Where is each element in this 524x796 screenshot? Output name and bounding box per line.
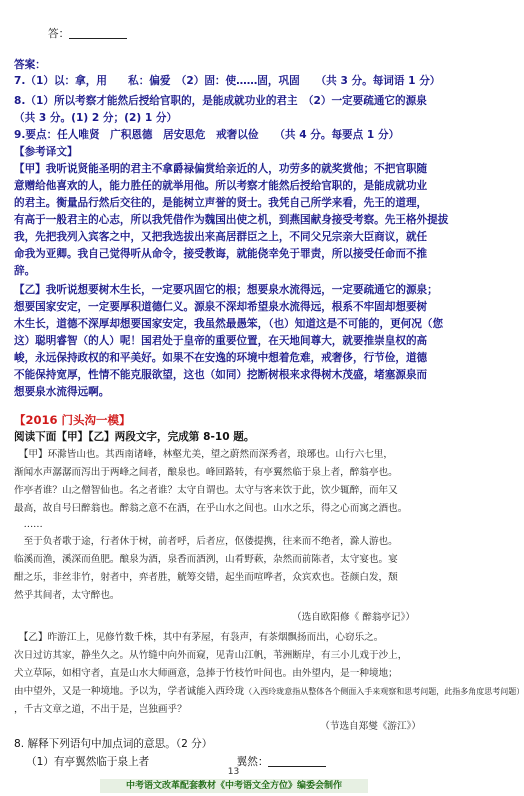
- passage-jia-line: 渐闻水声潺潺而泻出于两峰之间者，酿泉也。峰回路转，有亭翼然临于泉上者，醉翁亭也。: [14, 467, 398, 478]
- passage-jia-line: 至于负者歌于途，行者休于树，前者呼，后者应，伛偻提携，往来而不绝者，滁人游也。: [14, 536, 398, 547]
- passage-ellipsis: ……: [14, 519, 43, 530]
- question-8-1-text: （1）有亭翼然临于泉上者: [26, 756, 150, 768]
- passage-jia-line: 【甲】环滁皆山也。其西南诸峰，林壑尤美，望之蔚然而深秀者，琅琊也。山行六七里，: [14, 449, 393, 460]
- publisher-footer: 中考语文改革配套教材《中考语文全方位》编委会制作: [100, 779, 368, 793]
- translation-jia-line: 命我为亚卿。我自己觉得听从命令，接受教诲，就能侥幸免于罪责，所以接受任命而不推: [14, 248, 428, 260]
- translation-yi-line: 峻，永远保持政权的和平美好。如果不在安逸的环境中想着危难，戒奢侈，行节俭，道德: [14, 352, 428, 364]
- passage-yi-text: 由中望外，又是一种境地。予以为，学者诚能入西玲珑: [14, 686, 245, 697]
- translation-yi-line: 想要国家安定，一定要厚积道德仁义。源泉不深却希望泉水流得远，根系不牢固却想要树: [14, 301, 428, 313]
- translation-jia-line: 【甲】我听说贤能圣明的君主不拿爵禄偏赏给亲近的人，功劳多的就奖赏他；不把官职随: [14, 163, 428, 175]
- translation-jia-line: 的君主。衡量品行然后交往的，是能树立声誉的贤士。我凭自己所学来看，先王的道理，: [14, 197, 428, 209]
- passage-jia-line: 最高，故自号曰醉翁也。醉翁之意不在酒，在乎山水之间也。山水之乐，得之心而寓之酒也。: [14, 503, 408, 514]
- passage-jia-line: 临溪而渔，溪深而鱼肥。酿泉为酒，泉香而酒洌，山肴野蔌，杂然而前陈者，太守宴也。宴: [14, 554, 398, 565]
- answer-q7: 7.（1）以：拿，用 私：偏爱 （2）固：使……固，巩固 （共 3 分。每词语 1 分）: [14, 75, 441, 87]
- passage-jia-source: （选自欧阳修《 醉翁亭记》）: [292, 612, 415, 623]
- answer-label: 答：: [48, 28, 70, 40]
- passage-yi-last-line: ，千古文章之道，不出于是，岂独画乎？: [14, 704, 187, 715]
- translation-yi-line: 这）聪明睿智（的人）呢！国君处于皇帝的重要位置，在天地间尊大，就要推崇皇权的高: [14, 335, 428, 347]
- passage-jia-line: 酣之乐，非丝非竹，射者中，弈者胜，觥筹交错，起坐而喧哗者，众宾欢也。苍颜白发，颓: [14, 572, 398, 583]
- reading-instruction: 阅读下面【甲】【乙】两段文字，完成第 8-10 题。: [14, 431, 255, 443]
- answers-heading: 答案：: [14, 59, 46, 71]
- translation-jia-line: 辞。: [14, 265, 36, 277]
- section-heading: 【2016 门头沟一模】: [14, 413, 131, 427]
- answer-blank: [69, 28, 127, 39]
- passage-yi-line: 【乙】昨游江上，见修竹数千株，其中有茅屋，有袅声，有茶烟飘扬而出，心窃乐之。: [14, 632, 384, 643]
- question-8-1-answer-blank[interactable]: [268, 756, 326, 767]
- translation-yi-line: 想要泉水流得远啊。: [14, 386, 110, 398]
- passage-yi-footnote: （入西玲珑意指从整体各个侧面入手来观察和思考问题，此指多角度思考问题）: [244, 687, 524, 696]
- translation-yi-line: 木生长，道德不深厚却想要国家安定，我虽然最愚笨，（也）知道这是不可能的，更何况（您: [14, 318, 444, 330]
- answer-q8-line1: 8.（1）所以考察才能然后授给官职的，是能成就功业的君主 （2）一定要疏通它的源泉: [14, 95, 427, 107]
- question-8-1-answer-label: 翼然：: [236, 756, 269, 768]
- passage-jia-line: 作亭者谁？山之僧智仙也。名之者谁？太守自谓也。太守与客来饮于此，饮少辄醉，而年又: [14, 485, 398, 496]
- page-number: 13: [227, 767, 240, 777]
- translation-yi-line: 【乙】我听说想要树木生长，一定要巩固它的根；想要泉水流得远，一定要疏通它的源泉；: [14, 284, 438, 296]
- passage-yi-line-with-note: [14, 685, 524, 699]
- reference-translation-heading: 【参考译文】: [14, 146, 78, 158]
- passage-yi-line: 犬立草际，如相守者，直是山水大师画意，急捧于竹枝竹叶间也。由外望内，是一种境地；: [14, 668, 398, 679]
- translation-jia-line: 意赠给他喜欢的人，能力胜任的就举用他。所以考察才能然后授给官职的，是能成就功业: [14, 180, 428, 192]
- passage-jia-line: 然乎其间者，太守醉也。: [14, 590, 120, 601]
- translation-jia-line: 有高于一般君主的心志，所以我凭借作为魏国出使之机，到燕国献身接受考察。先王格外提拔: [14, 214, 449, 226]
- answer-q8-line2: （共 3 分。(1) 2 分；(2) 1 分）: [14, 112, 178, 124]
- answer-line: [14, 27, 455, 41]
- translation-yi-line: 不能保持宽厚，性情不能克服欲望，这也（如同）挖断树根来求得树木茂盛，堵塞源泉而: [14, 369, 428, 381]
- passage-yi-source: （节选自郑燮《游江》）: [320, 721, 421, 732]
- passage-yi-line: 次日过访其家，静坐久之。从竹缝中向外而窥，见青山江帆，苇洲断岸，有三小儿戏于沙上，: [14, 650, 408, 661]
- answer-q9: 9.要点：任人唯贤 广积恩德 居安思危 戒奢以俭 （共 4 分。每要点 1 分）: [14, 129, 400, 141]
- question-8: 8. 解释下列语句中加点词的意思。（2 分）: [14, 738, 213, 750]
- translation-jia-line: 我，先把我列入宾客之中，又把我选拔出来高居群臣之上，不同父兄宗亲大臣商议，就任: [14, 231, 428, 243]
